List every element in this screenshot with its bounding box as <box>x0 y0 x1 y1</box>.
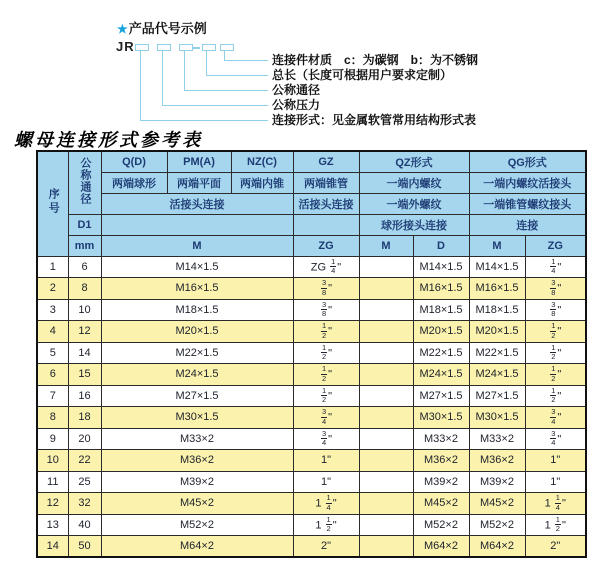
cell-gz: $\frac{1}{2}$ " <box>293 321 359 343</box>
connector-line <box>224 51 225 60</box>
connector-line <box>140 120 268 121</box>
header-gz: GZ <box>293 151 359 172</box>
header-qz: QZ形式 <box>359 151 469 172</box>
connector-line <box>184 51 185 90</box>
cell-qz_d: M30×1.5 <box>413 407 469 429</box>
cell-no: 2 <box>37 278 68 300</box>
cell-dn: 50 <box>68 536 101 558</box>
cell-gz: $\frac{1}{2}$ " <box>293 364 359 386</box>
cell-m: M27×1.5 <box>101 385 293 407</box>
cell-qg_zg: $\frac{1}{2}$ " <box>525 385 586 407</box>
code-box-3 <box>179 44 193 51</box>
cell-no: 1 <box>37 256 68 278</box>
cell-no: 14 <box>37 536 68 558</box>
cell-gz: 1 $\frac{1}{2}$ " <box>293 514 359 536</box>
cell-qg_zg: $\frac{3}{8}$ " <box>525 299 586 321</box>
cell-m: M22×1.5 <box>101 342 293 364</box>
cell-qz_m <box>359 364 413 386</box>
cell-no: 4 <box>37 321 68 343</box>
cell-qz_d: M33×2 <box>413 428 469 450</box>
cell-qz_m <box>359 342 413 364</box>
header-mm: mm <box>68 235 101 256</box>
cell-qz_d: M22×1.5 <box>413 342 469 364</box>
cell-qg_zg: 1" <box>525 471 586 493</box>
cell-qg_zg: 2" <box>525 536 586 558</box>
cell-dn: 20 <box>68 428 101 450</box>
cell-dn: 18 <box>68 407 101 429</box>
connector-line <box>184 90 268 91</box>
cell-qg_m: M16×1.5 <box>469 278 525 300</box>
cell-qz_m <box>359 321 413 343</box>
diagram-label-length: 总长（长度可根据用户要求定制） <box>272 68 453 82</box>
cell-qg_m: M20×1.5 <box>469 321 525 343</box>
cell-no: 5 <box>37 342 68 364</box>
cell-m: M39×2 <box>101 471 293 493</box>
header-gz-desc: 两端锥管 <box>293 172 359 193</box>
cell-qz_d: M14×1.5 <box>413 256 469 278</box>
cell-qg_zg: $\frac{3}{4}$ " <box>525 407 586 429</box>
header-q-desc: 两端球形 <box>101 172 167 193</box>
table-row <box>37 256 586 278</box>
table-row <box>37 342 586 364</box>
cell-no: 3 <box>37 299 68 321</box>
cell-qz_m <box>359 514 413 536</box>
cell-no: 11 <box>37 471 68 493</box>
header-qg-m: M <box>469 235 525 256</box>
cell-dn: 6 <box>68 256 101 278</box>
header-qz-d: D <box>413 235 469 256</box>
table-row <box>37 471 586 493</box>
cell-gz: $\frac{1}{2}$ " <box>293 385 359 407</box>
cell-m: M33×2 <box>101 428 293 450</box>
code-box-5 <box>220 44 234 51</box>
header-nz: NZ(C) <box>231 151 293 172</box>
header-union-conn: 活接头连接 <box>101 193 293 214</box>
cell-dn: 10 <box>68 299 101 321</box>
star-icon: ★ <box>117 22 128 36</box>
cell-qg_zg: $\frac{3}{4}$ " <box>525 428 586 450</box>
cell-no: 6 <box>37 364 68 386</box>
cell-qg_m: M39×2 <box>469 471 525 493</box>
header-dn <box>68 151 101 214</box>
cell-dn: 15 <box>68 364 101 386</box>
header-gz-conn: 活接头连接 <box>293 193 359 214</box>
cell-dn: 25 <box>68 471 101 493</box>
header-nz-desc: 两端内锥 <box>231 172 293 193</box>
table-row <box>37 428 586 450</box>
cell-qz_d: M16×1.5 <box>413 278 469 300</box>
cell-qz_m <box>359 471 413 493</box>
header-qg: QG形式 <box>469 151 586 172</box>
diagram-title <box>117 18 207 37</box>
cell-qg_m: M45×2 <box>469 493 525 515</box>
table-row <box>37 321 586 343</box>
diagram-label-pressure: 公称压力 <box>272 98 321 112</box>
cell-qz_d: M20×1.5 <box>413 321 469 343</box>
table-row <box>37 299 586 321</box>
header-qz-conn: 球形接头连接 <box>359 214 469 235</box>
header-q: Q(D) <box>101 151 167 172</box>
header-d1: D1 <box>68 214 101 235</box>
cell-gz: 1 $\frac{1}{4}$ " <box>293 493 359 515</box>
cell-qg_m: M27×1.5 <box>469 385 525 407</box>
product-code-prefix: JR <box>116 39 135 54</box>
cell-gz: 1" <box>293 450 359 472</box>
cell-qz_d: M45×2 <box>413 493 469 515</box>
header-qz-desc2: 一端外螺纹 <box>359 193 469 214</box>
cell-gz: $\frac{3}{4}$ " <box>293 428 359 450</box>
connector-line <box>162 105 268 106</box>
cell-m: M14×1.5 <box>101 256 293 278</box>
cell-dn: 14 <box>68 342 101 364</box>
cell-m: M16×1.5 <box>101 278 293 300</box>
cell-qg_zg: $\frac{1}{4}$ " <box>525 256 586 278</box>
cell-qz_m <box>359 278 413 300</box>
cell-m: M45×2 <box>101 493 293 515</box>
header-blank <box>293 214 359 235</box>
cell-qz_m <box>359 450 413 472</box>
table-row <box>37 385 586 407</box>
cell-qg_m: M30×1.5 <box>469 407 525 429</box>
nut-connection-reference-table <box>36 150 587 558</box>
cell-qg_m: M64×2 <box>469 536 525 558</box>
connector-line <box>162 51 163 105</box>
cell-qg_zg: 1 $\frac{1}{2}$ " <box>525 514 586 536</box>
cell-m: M64×2 <box>101 536 293 558</box>
cell-qg_m: M33×2 <box>469 428 525 450</box>
table-title: 螺母连接形式参考表 <box>14 130 203 150</box>
header-qg-zg: ZG <box>525 235 586 256</box>
cell-gz: ZG $\frac{1}{4}$ " <box>293 256 359 278</box>
cell-qg_m: M18×1.5 <box>469 299 525 321</box>
cell-qz_d: M52×2 <box>413 514 469 536</box>
cell-qz_m <box>359 256 413 278</box>
cell-m: M52×2 <box>101 514 293 536</box>
cell-no: 7 <box>37 385 68 407</box>
cell-qz_d: M39×2 <box>413 471 469 493</box>
code-box-1 <box>135 44 149 51</box>
connector-line <box>206 75 268 76</box>
cell-qg_zg: $\frac{1}{2}$ " <box>525 364 586 386</box>
header-qz-desc: 一端内螺纹 <box>359 172 469 193</box>
code-box-2 <box>157 44 171 51</box>
header-m-span: M <box>101 235 293 256</box>
cell-qg_m: M14×1.5 <box>469 256 525 278</box>
table-row <box>37 536 586 558</box>
cell-m: M36×2 <box>101 450 293 472</box>
connector-line <box>206 51 207 75</box>
cell-qz_d: M18×1.5 <box>413 299 469 321</box>
cell-qz_m <box>359 536 413 558</box>
header-qg-conn: 连接 <box>469 214 586 235</box>
cell-no: 9 <box>37 428 68 450</box>
cell-m: M24×1.5 <box>101 364 293 386</box>
cell-m: M18×1.5 <box>101 299 293 321</box>
code-box-4 <box>202 44 216 51</box>
cell-qg_zg: $\frac{1}{2}$ " <box>525 321 586 343</box>
cell-gz: 1" <box>293 471 359 493</box>
cell-m: M30×1.5 <box>101 407 293 429</box>
cell-qg_zg: $\frac{3}{8}$ " <box>525 278 586 300</box>
cell-qz_d: M36×2 <box>413 450 469 472</box>
header-qz-m: M <box>359 235 413 256</box>
header-seq <box>37 151 68 256</box>
header-dn-label: 公称通径 <box>79 157 91 206</box>
header-qg-desc2: 一端锥管螺纹接头 <box>469 193 586 214</box>
header-seq-label: 序号 <box>47 188 60 217</box>
cell-no: 8 <box>37 407 68 429</box>
cell-m: M20×1.5 <box>101 321 293 343</box>
table-row <box>37 450 586 472</box>
cell-qz_m <box>359 407 413 429</box>
cell-dn: 22 <box>68 450 101 472</box>
cell-qg_zg: 1" <box>525 450 586 472</box>
cell-qz_m <box>359 299 413 321</box>
cell-qg_zg: $\frac{1}{2}$ " <box>525 342 586 364</box>
cell-gz: $\frac{3}{8}$ " <box>293 278 359 300</box>
cell-qg_m: M22×1.5 <box>469 342 525 364</box>
header-qg-desc: 一端内螺纹活接头 <box>469 172 586 193</box>
header-pm-desc: 两端平面 <box>167 172 231 193</box>
table-row <box>37 493 586 515</box>
cell-no: 13 <box>37 514 68 536</box>
cell-qg_m: M36×2 <box>469 450 525 472</box>
cell-gz: $\frac{3}{4}$ " <box>293 407 359 429</box>
cell-qz_d: M24×1.5 <box>413 364 469 386</box>
cell-gz: $\frac{1}{2}$ " <box>293 342 359 364</box>
table-row <box>37 407 586 429</box>
cell-dn: 40 <box>68 514 101 536</box>
diagram-title-text: 产品代号示例 <box>128 21 207 36</box>
table-row <box>37 278 586 300</box>
cell-no: 12 <box>37 493 68 515</box>
cell-dn: 12 <box>68 321 101 343</box>
header-zg: ZG <box>293 235 359 256</box>
cell-qz_m <box>359 493 413 515</box>
cell-gz: $\frac{3}{8}$ " <box>293 299 359 321</box>
cell-qz_m <box>359 428 413 450</box>
table-row <box>37 514 586 536</box>
cell-qg_m: M52×2 <box>469 514 525 536</box>
cell-qz_m <box>359 385 413 407</box>
cell-dn: 16 <box>68 385 101 407</box>
code-separator-dash <box>193 47 200 49</box>
connector-line <box>224 60 268 61</box>
cell-qz_d: M27×1.5 <box>413 385 469 407</box>
cell-dn: 8 <box>68 278 101 300</box>
cell-gz: 2" <box>293 536 359 558</box>
cell-qg_zg: 1 $\frac{1}{4}$ " <box>525 493 586 515</box>
diagram-label-diameter: 公称通径 <box>272 83 321 97</box>
connector-line <box>140 51 141 120</box>
cell-dn: 32 <box>68 493 101 515</box>
cell-no: 10 <box>37 450 68 472</box>
header-blank <box>101 214 293 235</box>
diagram-label-material: 连接件材质 c：为碳钢 b：为不锈钢 <box>272 53 479 67</box>
cell-qg_m: M24×1.5 <box>469 364 525 386</box>
cell-qz_d: M64×2 <box>413 536 469 558</box>
header-pm: PM(A) <box>167 151 231 172</box>
table-row <box>37 364 586 386</box>
diagram-label-connection: 连接形式：见金属软管常用结构形式表 <box>272 113 477 127</box>
